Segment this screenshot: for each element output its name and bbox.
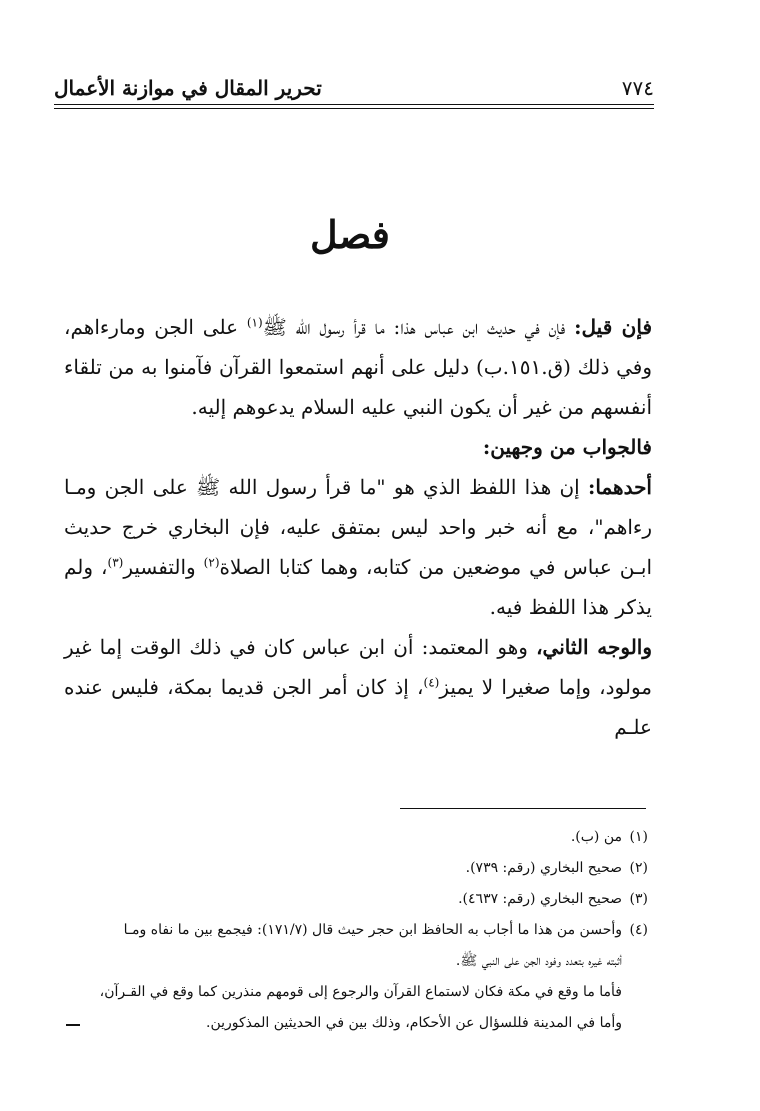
footnote-number: (٢) [629, 860, 648, 876]
footnote-text: فأما ما وقع في مكة فكان لاستماع القرآن والرجوع إلى قومهم منذرين كما وقع في القـرآن، [99, 984, 622, 1000]
paragraph-1 [64, 307, 652, 427]
paragraph-1-rest: على الجن ومارءاهم، وفي ذلك (ق.١٥١.ب) دليل على أنهم استمعوا القرآن فآمنوا به من تلقاء أنفسهم من غير أن يكون النبي عليه السلام يدعوهم إليه. [64, 315, 652, 419]
page-number: ٧٧٤ [621, 76, 654, 100]
footnote-ref-1[interactable]: (١) [246, 315, 263, 330]
footnote-text: وأما في المدينة فللسؤال عن الأحكام، وذلك بين في الحديثين المذكورين. [206, 1015, 622, 1031]
footnote-4-continued [60, 1008, 648, 1039]
paragraph-3 [64, 467, 652, 627]
paragraph-3-rest: ، ولم يذكر هذا اللفظ فيه. [64, 555, 652, 619]
answer-heading: فالجواب من وجهين: [482, 435, 652, 459]
footnote-text: صحيح البخاري (رقم: ٧٣٩). [465, 860, 622, 876]
footnote-number: (٤) [629, 922, 648, 938]
footnote-text: صحيح البخاري (رقم: ٤٦٣٧). [458, 891, 622, 907]
footnote-4-continued [60, 946, 648, 977]
footnote-text: وأحسن من هذا ما أجاب به الحافظ ابن حجر حيث قال (١٧١/٧): فيجمع بين ما نفاه ومـا [123, 922, 622, 938]
footnote-ref-2[interactable]: (٢) [203, 555, 220, 570]
continuation-dash [66, 1024, 80, 1026]
footnote-4 [60, 915, 648, 946]
footnote-1 [60, 822, 648, 853]
footnote-4-continued [60, 977, 648, 1008]
paragraph-3-lead: أحدهما: [587, 475, 652, 499]
paragraph-4 [64, 627, 652, 747]
main-text [64, 307, 652, 747]
footnote-separator [400, 808, 646, 809]
footnote-number: (٣) [629, 891, 648, 907]
book-title: تحرير المقال في موازنة الأعمال [54, 76, 322, 100]
footnote-ref-4[interactable]: (٤) [423, 675, 440, 690]
footnote-text: من (ب). [570, 829, 622, 845]
paragraph-4-rest: ، إذ كان أمر الجن قديما بمكة، فليس عنده علـم [64, 675, 652, 739]
paragraph-4-text: وهو المعتمد: أن ابن عباس كان في ذلك الوقت إما غير مولود، وإما صغيرا لا يميز [64, 635, 652, 699]
header-rule-thin [54, 108, 654, 109]
section-heading: فصل [310, 212, 390, 257]
footnote-2 [60, 853, 648, 884]
paragraph-3-mid: والتفسير [123, 555, 196, 579]
footnote-3 [60, 884, 648, 915]
header-rule [54, 104, 654, 105]
footnote-ref-3[interactable]: (٣) [107, 555, 124, 570]
footnote-text: أثبته غيره بتعدد وفود الجن على النبي ﷺ. [455, 953, 622, 969]
running-header [54, 74, 654, 106]
paragraph-4-lead: والوجه الثاني، [536, 635, 652, 659]
paragraph-3-text: إن هذا اللفظ الذي هو "ما قرأ رسول الله ﷺ على الجن ومـا رءاهم"، مع أنه خبر واحد ليس بمتفق عليه، فإن البخاري خرج حديث ابـن عباس في موضعين من كتابه، وهما كتابا الصلاة [64, 475, 653, 579]
footnote-number: (١) [629, 829, 648, 845]
paragraph-1-lead: فإن قيل: [574, 315, 653, 339]
paragraph-1-text: فإن في حديث ابن عباس هذا: ما قرأ رسول الله ﷺ [262, 315, 566, 339]
footnotes [60, 822, 648, 1039]
